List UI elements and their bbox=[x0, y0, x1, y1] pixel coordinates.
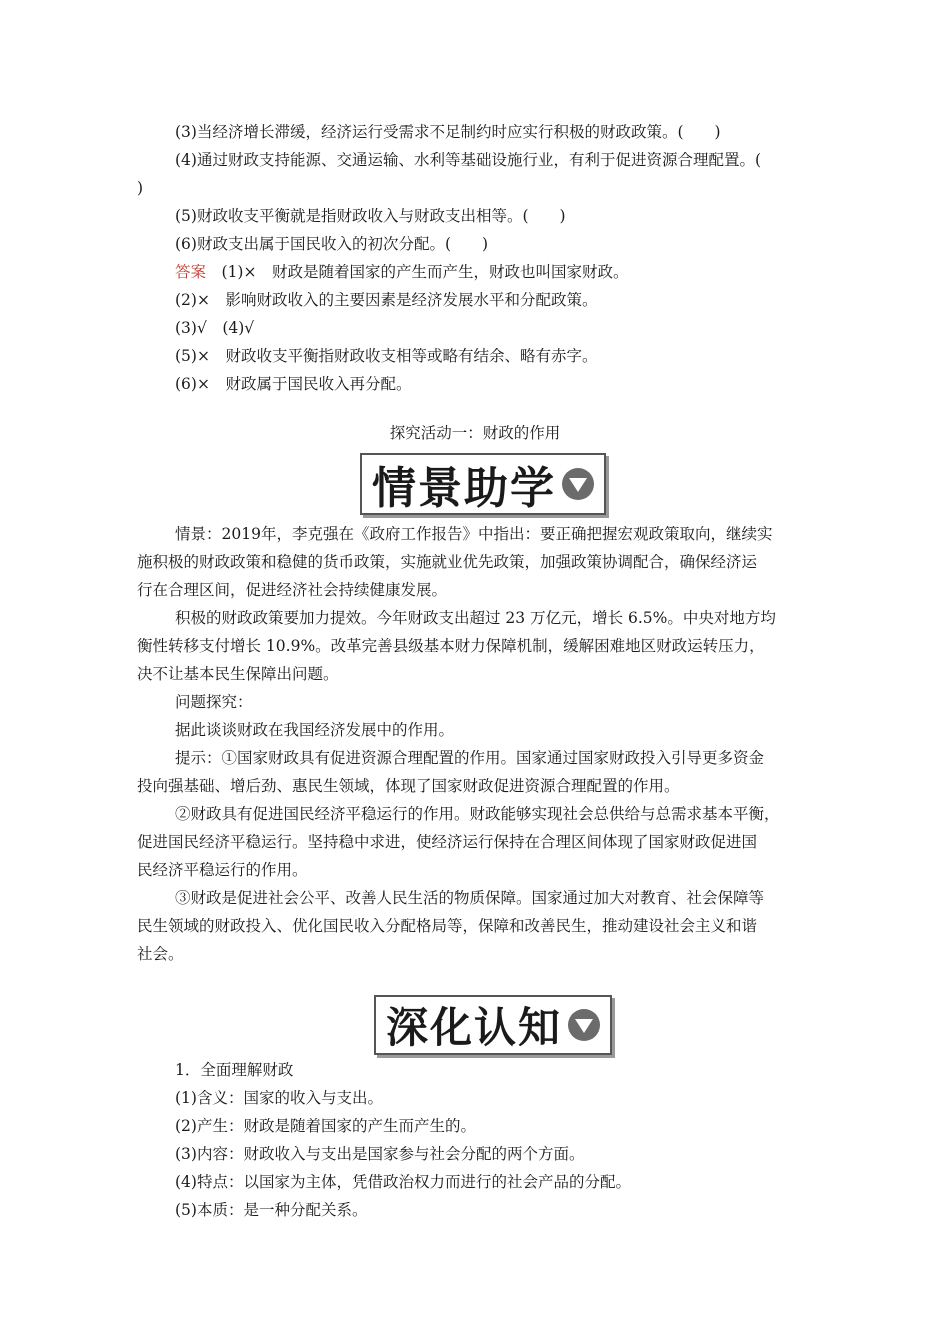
deepen-item-1: (1)含义：国家的收入与支出。 bbox=[175, 1089, 383, 1107]
question-text: 据此谈谈财政在我国经济发展中的作用。 bbox=[175, 721, 455, 739]
deepen-item-5: (5)本质：是一种分配关系。 bbox=[175, 1201, 368, 1219]
scenario-p2-line-1: 积极的财政政策要加力提效。今年财政支出超过 23 万亿元，增长 6.5%。中央对地方均 bbox=[175, 609, 776, 627]
hint3-line-1: ③财政是促进社会公平、改善人民生活的物质保障。国家通过加大对教育、社会保障等 bbox=[175, 889, 765, 907]
banner-scenario-text: 情景助学 bbox=[372, 463, 556, 514]
question-item-4: (4)通过财政支持能源、交通运输、水利等基础设施行业，有利于促进资源合理配置。( bbox=[175, 151, 762, 169]
hint2-line-3: 民经济平稳运行的作用。 bbox=[137, 861, 308, 879]
scenario-p2-line-2: 衡性转移支付增长 10.9%。改革完善县级基本财力保障机制，缓解困难地区财政运转压力， bbox=[137, 637, 765, 655]
hint2-line-2: 促进国民经济平稳运行。坚持稳中求进，使经济运行保持在合理区间体现了国家财政促进国 bbox=[137, 833, 758, 851]
banner-scenario bbox=[360, 453, 606, 515]
triangle-down-icon bbox=[568, 1009, 600, 1041]
banner-deepen-text: 深化认知 bbox=[386, 1003, 563, 1052]
hint-line-2: 投向强基础、增后劲、惠民生领域，体现了国家财政促进资源合理配置的作用。 bbox=[137, 777, 680, 795]
banner-deepen bbox=[374, 995, 612, 1055]
triangle-down-icon bbox=[562, 468, 594, 500]
scenario-p2-line-3: 决不让基本民生保障出问题。 bbox=[137, 665, 339, 683]
deepen-item-3: (3)内容：财政收入与支出是国家参与社会分配的两个方面。 bbox=[175, 1145, 585, 1163]
answer-text-1: (1)× 财政是随着国家的产生而产生，财政也叫国家财政。 bbox=[206, 263, 629, 281]
deepen-item-4: (4)特点：以国家为主体，凭借政治权力而进行的社会产品的分配。 bbox=[175, 1173, 631, 1191]
answer-line-4: (5)× 财政收支平衡指财政收支相等或略有结余、略有赤字。 bbox=[175, 347, 598, 365]
hint2-line-1: ②财政具有促进国民经济平稳运行的作用。财政能够实现社会总供给与总需求基本平衡， bbox=[175, 805, 780, 823]
answer-line-1 bbox=[175, 262, 628, 282]
hint3-line-2: 民生领域的财政投入、优化国民收入分配格局等，保障和改善民生，推动建设社会主义和谐 bbox=[137, 917, 758, 935]
question-item-5: (5)财政收支平衡就是指财政收入与财政支出相等。( ) bbox=[175, 207, 566, 225]
hint3-line-3: 社会。 bbox=[137, 945, 184, 963]
deepen-heading: 1．全面理解财政 bbox=[175, 1061, 294, 1079]
answer-line-2: (2)× 影响财政收入的主要因素是经济发展水平和分配政策。 bbox=[175, 291, 598, 309]
hint-line-1: 提示：①国家财政具有促进资源合理配置的作用。国家通过国家财政投入引导更多资金 bbox=[175, 749, 765, 767]
deepen-item-2: (2)产生：财政是随着国家的产生而产生的。 bbox=[175, 1117, 476, 1135]
scenario-p1-line-1: 情景：2019年，李克强在《政府工作报告》中指出：要正确把握宏观政策取向，继续实 bbox=[175, 525, 773, 543]
answer-label: 答案 bbox=[175, 263, 207, 281]
question-item-3: (3)当经济增长滞缓，经济运行受需求不足制约时应实行积极的财政政策。( ) bbox=[175, 123, 721, 141]
question-item-4-cont: ) bbox=[137, 179, 144, 197]
banner-scenario-box bbox=[360, 453, 606, 515]
answer-line-5: (6)× 财政属于国民收入再分配。 bbox=[175, 375, 412, 393]
question-label: 问题探究： bbox=[175, 693, 253, 711]
question-item-6: (6)财政支出属于国民收入的初次分配。( ) bbox=[175, 235, 489, 253]
section-title: 探究活动一：财政的作用 bbox=[389, 424, 561, 442]
scenario-p1-line-2: 施积极的财政政策和稳健的货币政策，实施就业优先政策，加强政策协调配合，确保经济运 bbox=[137, 553, 758, 571]
scenario-p1-line-3: 行在合理区间，促进经济社会持续健康发展。 bbox=[137, 581, 448, 599]
banner-deepen-box bbox=[374, 995, 612, 1055]
answer-line-3: (3)√ (4)√ bbox=[175, 319, 255, 337]
